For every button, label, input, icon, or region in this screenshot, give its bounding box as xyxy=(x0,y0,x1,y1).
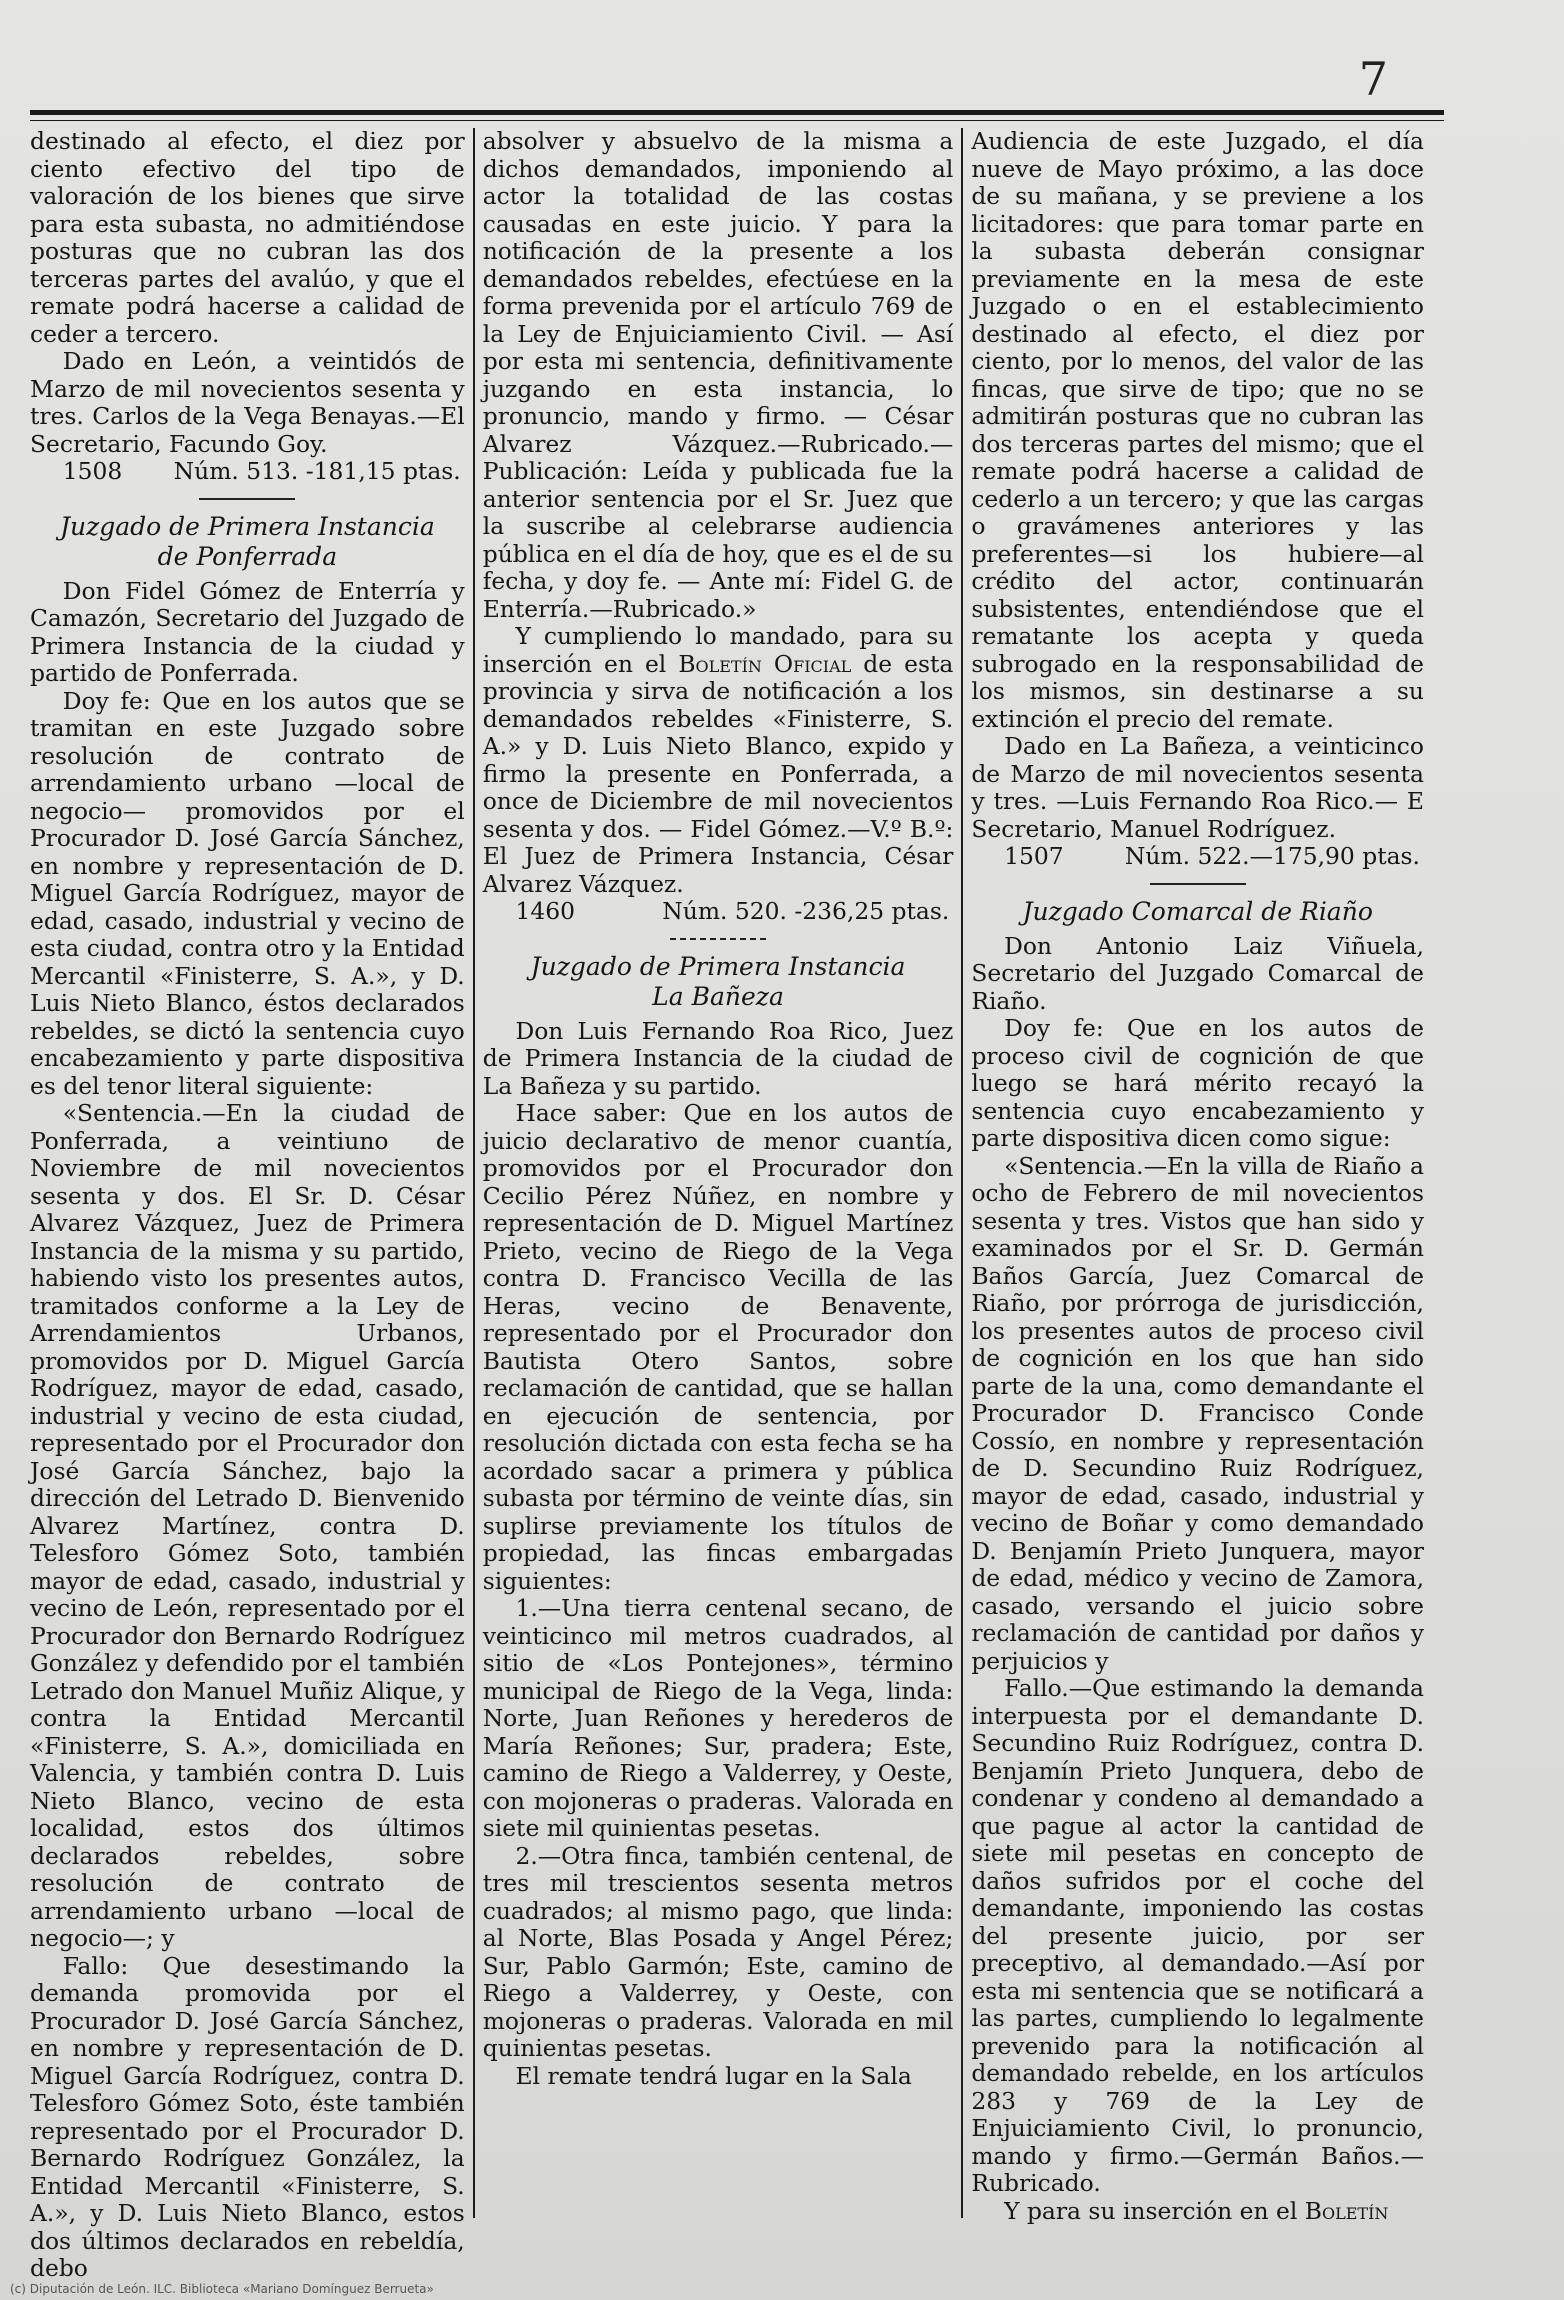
heading-line: de Ponferrada xyxy=(157,541,338,571)
paragraph-sentencia: «Sentencia.—En la ciudad de Ponferrada, a veintiuno de Noviembre de mil novecientos sesenta y dos. El Sr. D. César Alvarez Vázquez, Juez de Primera Instancia de la misma y su partido, habiendo visto los presentes autos, tramitados conforme a la Ley de Arrendamientos Urbanos, promovidos por D. Miguel García Rodríguez, mayor de edad, casado, industrial y vecino de esta ciudad, representado por el Procurador don José García Sánchez, bajo la dirección del Letrado D. Bienvenido Alvarez Martínez, contra D. Telesforo Gómez Soto, también mayor de edad, casado, industrial y vecino de León, representado por el Procurador don Bernardo Rodríguez González y defendido por el también Letrado don Manuel Muñiz Alique, y contra la Entidad Mercantil «Finisterre, S. A.», domiciliada en Valencia, y también contra D. Luis Nieto Blanco, vecino de esta localidad, estos dos últimos declarados rebeldes, sobre resolución de contrato de arrendamiento urbano —local de negocio—; y xyxy=(30,1099,465,1952)
entry-number-line xyxy=(483,898,954,926)
column-1 xyxy=(22,127,473,2282)
entry-number-line xyxy=(30,458,465,486)
paragraph-doy-fe: Doy fe: Que en los autos de proceso civil de cognición de que luego se hará mérito recayó la sentencia cuyo encabezamiento y parte dispositiva dicen como sigue: xyxy=(971,1014,1424,1152)
paragraph-intro: destinado al efecto, el diez por ciento efectivo del tipo de valoración de los bienes que sirve para esta subasta, no admitiéndose posturas que no cubran las dos terceras partes del avalúo, y que el remate podrá hacerse a calidad de ceder a tercero. xyxy=(30,127,465,348)
heading-line: Juzgado de Primera Instancia xyxy=(59,511,435,541)
header-rule xyxy=(30,110,1444,115)
divider xyxy=(670,938,766,940)
columns xyxy=(22,127,1432,2282)
copyright-footer: (c) Diputación de León. ILC. Biblioteca «Mariano Domínguez Berrueta» xyxy=(10,2282,434,2296)
page-number: 7 xyxy=(1358,52,1388,106)
entry-number-line xyxy=(971,843,1424,871)
text-run: de esta provincia y sirva de notificación a los demandados rebeldes «Finisterre, S. A.» y D. Luis Nieto Blanco, expido y firmo la presente en Ponferrada, a once de Diciembre de mil novecientos sesenta y dos. — Fidel Gómez.—V.º B.º: El Juez de Primera Instancia, César Alvarez Vázquez. xyxy=(482,649,954,898)
paragraph-sentencia: «Sentencia.—En la villa de Riaño a ocho de Febrero de mil novecientos sesenta y tres. Vistos que han sido y examinados por el Sr. D. Germán Baños García, Juez Comarcal de Riaño, por prórroga de jurisdicción, los presentes autos de proceso civil de cognición en los que han sido parte de la una, como demandante el Procurador D. Francisco Conde Cossío, en nombre y representación de D. Secundino Ruiz Rodríguez, mayor de edad, casado, industrial y vecino de Boñar y como demandado D. Benjamín Prieto Junquera, mayor de edad, médico y vecino de Zamora, casado, versando el juicio sobre reclamación de cantidad por daños y perjuicios y xyxy=(971,1151,1424,1675)
paragraph-final xyxy=(971,2198,1424,2226)
entry-number: 1508 xyxy=(62,457,123,485)
paragraph-dado: Dado en La Bañeza, a veinticinco de Marzo de mil novecientos sesenta y tres. —Luis Fernando Roa Rico.— E Secretario, Manuel Rodríguez. xyxy=(971,732,1424,843)
section-heading-ponferrada xyxy=(30,512,465,572)
entry-number: 1507 xyxy=(1004,842,1064,870)
header-rule-thin xyxy=(30,120,1444,121)
column-3 xyxy=(963,128,1432,2228)
paragraph-remate: El remate tendrá lugar en la Sala xyxy=(515,2061,912,2090)
paragraph-cumpliendo xyxy=(483,623,954,898)
paragraph-don: Don Fidel Gómez de Enterría y Camazón, Secretario del Juzgado de Primera Instancia de la ciudad y partido de Ponferrada. xyxy=(30,576,465,687)
paragraph-finca-2: 2.—Otra finca, también centenal, de tres mil trescientos sesenta metros cuadrados; al mismo pago, que linda: al Norte, Blas Posada y Angel Pérez; Sur, Pablo Garmón; Este, camino de Riego a Valderrey, y Oeste, con mojoneras o praderas. Valorada en mil quinientas pesetas. xyxy=(482,1841,954,2062)
boletin-name: Boletín xyxy=(1304,2196,1389,2225)
entry-price: Núm. 513. -181,15 ptas. xyxy=(173,457,461,485)
paragraph-fallo: Fallo.—Que estimando la demanda interpuesta por el demandante D. Secundino Ruiz Rodríguez, contra D. Benjamín Prieto Junquera, debo de condenar y condeno al demandado a que pague al actor la cantidad de siete mil pesetas en concepto de daños sufridos por el coche del demandante, imponiendo las costas del presente juicio, por ser preceptivo, al demandado.—Así por esta mi sentencia que se notificará a las partes, cumpliendo lo legalmente prevenido para la notificación al demandado rebelde, en los artículos 283 y 769 de la Ley de Enjuiciamiento Civil, lo pronuncio, mando y firmo.—Germán Baños.—Rubricado. xyxy=(971,1674,1424,2197)
paragraph-continuation: Audiencia de este Juzgado, el día nueve de Mayo próximo, a las doce de su mañana, y se previene a los licitadores: que para tomar parte en la subasta deberán consignar previamente en la mesa de este Juzgado o en el establecimiento destinado al efecto, el diez por ciento, por lo menos, del valor de las fincas, que sirve de tipo; que no se admitirán posturas que no cubran las dos terceras partes del mismo; que el remate podrá hacerse a calidad de cederlo a un tercero; y que las cargas o gravámenes anteriores y las preferentes—si los hubiere—al crédito del actor, continuarán subsistentes, entendiéndose que el rematante los acepta y queda subrogado en la responsabilidad de los mismos, sin destinarse a su extinción el precio del remate. xyxy=(971,127,1424,733)
paragraph-continuation: absolver y absuelvo de la misma a dichos demandados, imponiendo al actor la totalidad de las costas causadas en este juicio. Y para la notificación de la presente a los demandados rebeldes, efectúese en la forma prevenida por el artículo 769 de la Ley de Enjuiciamiento Civil. — Así por esta mi sentencia, definitivamente juzgando en esta instancia, lo pronuncio, mando y firmo. — César Alvarez Vázquez.—Rubricado.—Publicación: Leída y publicada fue la anterior sentencia por el Sr. Juez que la suscribe al celebrarse audiencia pública en el día de hoy, que es el de su fecha, y doy fe. — Ante mí: Fidel G. de Enterría.—Rubricado.» xyxy=(482,127,954,623)
section-heading-la-baneza xyxy=(483,952,954,1012)
paragraph-don: Don Luis Fernando Roa Rico, Juez de Primera Instancia de la ciudad de La Bañeza y su partido. xyxy=(482,1016,954,1100)
text-run: Y cumpliendo lo mandado, para su inserción en el xyxy=(482,622,954,678)
entry-price: Núm. 522.—175,90 ptas. xyxy=(1124,842,1420,870)
entry-number: 1460 xyxy=(515,897,575,925)
column-2 xyxy=(475,128,962,2228)
heading-line: La Bañeza xyxy=(652,981,784,1011)
divider xyxy=(1150,883,1246,885)
paragraph-finca-1: 1.—Una tierra centenal secano, de veinticinco mil metros cuadrados, al sitio de «Los Pontejones», término municipal de Riego de la Vega, linda: Norte, Juan Reñones y herederos de María Reñones; Sur, pradera; Este, camino de Riego a Valderrey, y Oeste, con mojoneras o praderas. Valorada en siete mil quinientas pesetas. xyxy=(482,1594,954,1842)
paragraph-fallo: Fallo: Que desestimando la demanda promovida por el Procurador D. José García Sánchez, en nombre y representación de D. Miguel García Rodríguez, contra D. Telesforo Gómez Soto, éste también representado por el Procurador D. Bernardo Rodríguez González, la Entidad Mercantil «Finisterre, S. A.», y D. Luis Nieto Blanco, estos dos últimos declarados en rebeldía, debo xyxy=(30,1951,465,2282)
paragraph-doy-fe: Doy fe: Que en los autos que se tramitan en este Juzgado sobre resolución de contrato de arrendamiento urbano —local de negocio— promovidos por el Procurador D. José García Sánchez, en nombre y representación de D. Miguel García Rodríguez, mayor de edad, casado, industrial y vecino de esta ciudad, contra otro y la Entidad Mercantil «Finisterre, S. A.», y D. Luis Nieto Blanco, éstos declarados rebeldes, se dictó la sentencia cuyo encabezamiento y parte dispositiva es del tenor literal siguiente: xyxy=(30,686,465,1100)
entry-price: Núm. 520. -236,25 ptas. xyxy=(662,897,950,925)
section-heading-riano: Juzgado Comarcal de Riaño xyxy=(1022,896,1373,926)
paragraph-hace-saber: Hace saber: Que en los autos de juicio declarativo de menor cuantía, promovidos por el Procurador don Cecilio Pérez Núñez, en nombre y representación de D. Miguel Martínez Prieto, vecino de Riego de la Vega contra D. Francisco Vecilla de las Heras, vecino de Benavente, representado por el Procurador don Bautista Otero Santos, sobre reclamación de cantidad, que se hallan en ejecución de sentencia, por resolución dictada con esta fecha se ha acordado sacar a primera y pública subasta por término de veinte días, sin suplirse previamente los títulos de propiedad, las fincas embargadas siguientes: xyxy=(482,1099,954,1595)
divider xyxy=(199,498,295,500)
boletin-name: Boletín Oficial xyxy=(678,649,852,678)
text-run: Y para su inserción en el xyxy=(1004,2196,1305,2225)
paragraph-dated: Dado en León, a veintidós de Marzo de mil novecientos sesenta y tres. Carlos de la Vega Benayas.—El Secretario, Facundo Goy. xyxy=(30,347,465,458)
paragraph-don: Don Antonio Laiz Viñuela, Secretario del Juzgado Comarcal de Riaño. xyxy=(971,931,1424,1015)
heading-line: Juzgado de Primera Instancia xyxy=(530,951,906,981)
